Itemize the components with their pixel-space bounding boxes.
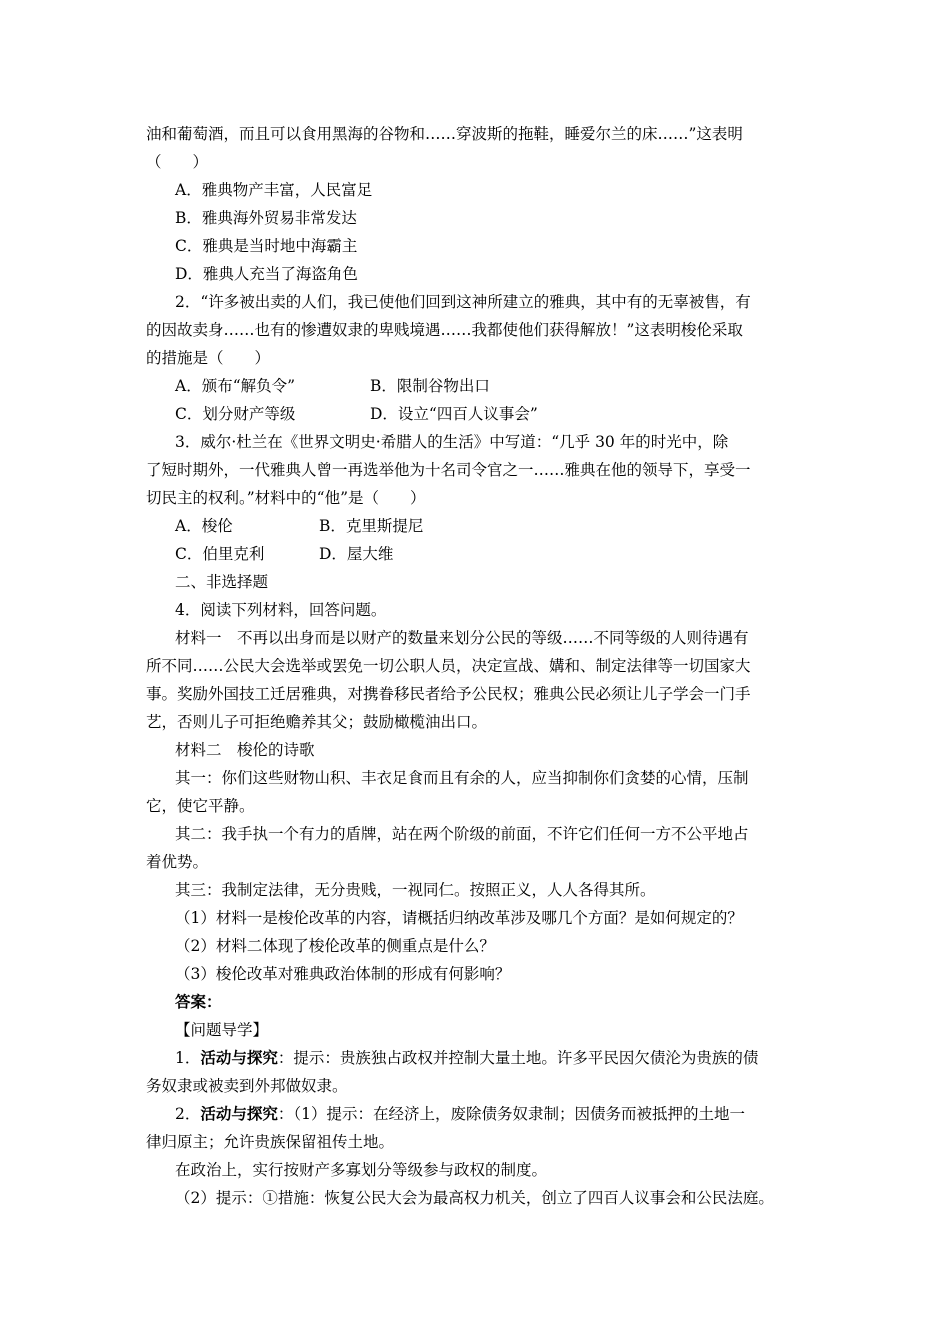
answer-2-line-2: 律归原主；允许贵族保留祖传土地。 [146,1133,395,1151]
question-1-option-d: D．雅典人充当了海盗角色 [175,265,358,283]
question-3-option-a: A．梭伦 [175,517,233,535]
question-2-option-c: C．划分财产等级 [175,405,296,423]
answer-2-number: 2． [175,1105,201,1123]
question-3-option-c: C．伯里克利 [175,545,265,563]
poem-2: 其二：我手执一个有力的盾牌，站在两个阶级的前面，不许它们任何一方不公平地占 [175,825,749,843]
answer-2-text: ：（1）提示：在经济上，废除债务奴隶制；因债务而被抵押的土地一 [277,1105,746,1123]
answer-1-line-2: 务奴隶或被卖到外邦做奴隶。 [146,1077,348,1095]
poem-1: 其一：你们这些财物山积、丰衣足食而且有余的人，应当抑制你们贪婪的心情，压制 [175,769,749,787]
sub-question-1: （1）材料一是梭伦改革的内容，请概括归纳改革涉及哪几个方面？是如何规定的？ [175,909,743,927]
guide-heading: 【问题导学】 [175,1021,269,1039]
poem-3: 其三：我制定法律，无分贵贱，一视同仁。按照正义，人人各得其所。 [175,881,656,899]
question-2-stem-line-2: 的因故卖身……也有的惨遭奴隶的卑贱境遇……我都使他们获得解放！”这表明梭伦采取 [146,321,743,339]
material-1: 材料一 不再以出身而是以财产的数量来划分公民的等级……不同等级的人则待遇有 [175,629,749,647]
answer-1-number: 1． [175,1049,201,1067]
poem-2-line-2: 着优势。 [146,853,209,871]
question-1-option-b: B．雅典海外贸易非常发达 [175,209,357,227]
question-2-option-d: D．设立“四百人议事会” [370,405,538,423]
question-3-option-d: D．屋大维 [319,545,394,563]
section-heading: 二、非选择题 [175,573,269,591]
answer-1-label: 活动与探究 [200,1048,278,1067]
question-2-stem-line-3: 的措施是（ ） [146,349,271,367]
question-1-option-a: A．雅典物产丰富，人民富足 [175,181,373,199]
question-2-stem: 2．“许多被出卖的人们，我已使他们回到这神所建立的雅典，其中有的无辜被售，有 [175,293,751,311]
question-3-stem-line-2: 了短时期外，一代雅典人曾一再选举他为十名司令官之一……雅典在他的领导下，享受一 [146,461,751,479]
answer-2-part-2: （2）提示：①措施：恢复公民大会为最高权力机关，创立了四百人议事会和公民法庭。 [175,1189,774,1207]
sub-question-2: （2）材料二体现了梭伦改革的侧重点是什么？ [175,937,495,955]
material-2-title: 材料二 梭伦的诗歌 [175,741,315,759]
question-3-option-b: B．克里斯提尼 [319,517,424,535]
answer-2-label: 活动与探究 [200,1104,278,1123]
answer-heading: 答案： [175,992,222,1011]
question-2-option-a: A．颁布“解负令” [175,377,296,395]
answer-2-political: 在政治上，实行按财产多寡划分等级参与政权的制度。 [175,1161,548,1179]
question-1-blank: （ ） [146,153,209,171]
answer-1-text: ：提示：贵族独占政权并控制大量土地。许多平民因欠债沦为贵族的债 [277,1049,759,1067]
question-4-stem: 4．阅读下列材料，回答问题。 [175,601,387,619]
poem-1-line-2: 它，使它平静。 [146,797,255,815]
question-3-stem: 3．威尔·杜兰在《世界文明史·希腊人的生活》中写道：“几乎 30 年的时光中，除 [175,433,729,451]
material-1-line-3: 事。奖励外国技工迁居雅典，对携眷移民者给予公民权；雅典公民必须让儿子学会一门手 [146,685,751,703]
question-1-stem-end: 油和葡萄酒，而且可以食用黑海的谷物和……穿波斯的拖鞋，睡爱尔兰的床……”这表明 [146,125,743,143]
question-1-option-c: C．雅典是当时地中海霸主 [175,237,358,255]
answer-2 [175,1104,745,1124]
sub-question-3: （3）梭伦改革对雅典政治体制的形成有何影响？ [175,965,511,983]
material-1-line-2: 所不同……公民大会选举或罢免一切公职人员，决定宣战、媾和、制定法律等一切国家大 [146,657,751,675]
answer-1 [175,1048,758,1068]
question-3-stem-line-3: 切民主的权利。”材料中的“他”是（ ） [146,489,426,507]
question-2-option-b: B．限制谷物出口 [370,377,490,395]
material-1-line-4: 艺，否则儿子可拒绝赡养其父；鼓励橄榄油出口。 [146,713,488,731]
